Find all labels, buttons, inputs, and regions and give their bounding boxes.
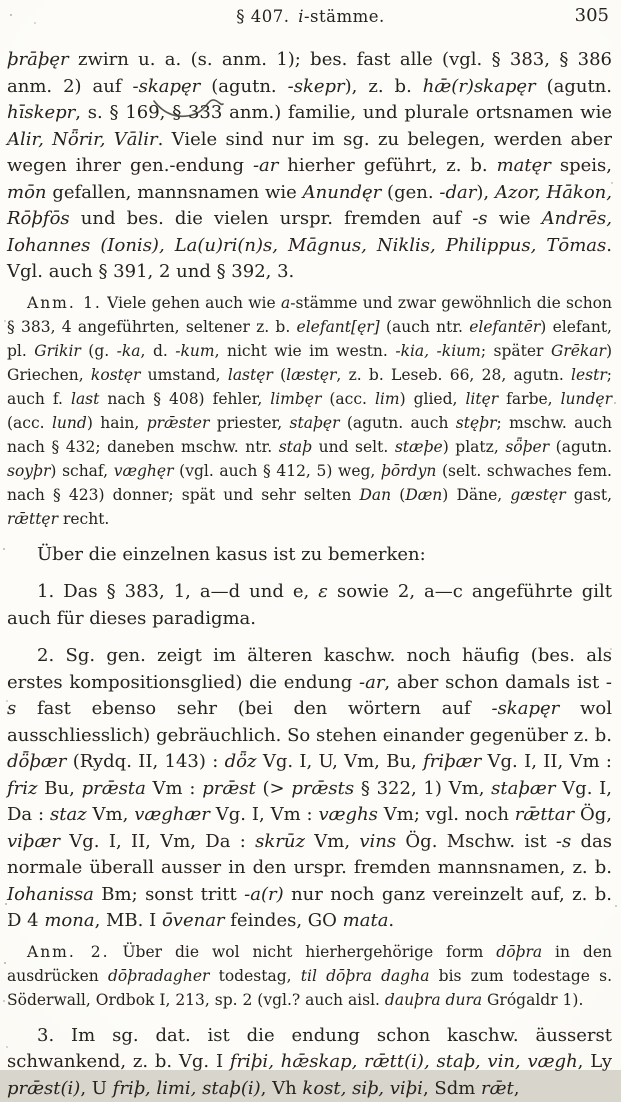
text-run: § 322, 1) Vm, [354, 778, 491, 799]
italic-term: dȫz [225, 751, 257, 772]
italic-term: lund [52, 414, 87, 432]
text-run: ), [476, 182, 495, 203]
text-run: ), z. b. [345, 76, 423, 97]
italic-term: staþær [491, 778, 555, 799]
text-run: farbe, [498, 390, 560, 408]
text-run: recht. [58, 510, 109, 528]
text-run: sowie 2, a—c angeführte gilt auch für dieses paradigma. [7, 581, 612, 629]
text-run: hierher geführt, z. b. [278, 155, 496, 176]
text-run: -stämme. [304, 7, 385, 26]
text-run: das normale überall ausser in den urspr. fremden mannsnamen, z. b. [7, 831, 612, 879]
italic-term: ōvenar [162, 910, 225, 931]
italic-term: hīskepr [7, 102, 75, 123]
text-run: bis zum todestage s. Söderwall, Ordbok I, 213, sp. 2 (vgl.? auch aisl. [7, 967, 612, 1009]
italic-term: staþ [279, 438, 312, 456]
text-run: Vg. I, U, Vm, Bu, [256, 751, 423, 772]
italic-term: kost, siþ, viþi [302, 1078, 423, 1099]
text-run: ; auch f. [7, 366, 612, 408]
text-run: (g. [81, 342, 117, 360]
text-run: ( [273, 366, 286, 384]
italic-term: hǣ(r)skapęr [423, 76, 536, 97]
italic-term: -skepr [288, 76, 345, 97]
text-run: ( [391, 486, 405, 504]
text-run: fast ebenso sehr (bei den wörtern auf [16, 698, 491, 719]
text-run: 1. Das § 383, 1, a—d und e, [37, 581, 318, 602]
text-run: Vg. I, Da : [7, 778, 612, 826]
text-run: wie [488, 208, 542, 229]
text-block [0, 37, 621, 1102]
italic-term: -s [472, 208, 487, 229]
italic-term: lundęr [561, 390, 612, 408]
text-run: , MB. I [95, 910, 162, 931]
italic-term: lastęr [228, 366, 273, 384]
text-run: , nicht wie im westn. [215, 342, 396, 360]
italic-term: dauþra dura [385, 991, 482, 1009]
text-run: ) platz, [443, 438, 506, 456]
italic-term: rǣttar [515, 804, 574, 825]
text-run: 3. Im sg. dat. ist die endung schon kaschw. äusserst schwankend, z. b. Vg. I [7, 1025, 612, 1073]
text-run: Bu, [38, 778, 82, 799]
italic-term: stęþr [456, 414, 497, 432]
italic-term: a [281, 294, 290, 312]
italic-term: sȫþer [505, 438, 549, 456]
italic-term: prǣsta [82, 778, 146, 799]
text-run: , Sdm [423, 1078, 481, 1099]
text-run: todestag, [209, 967, 300, 985]
italic-term: litęr [465, 390, 498, 408]
note-paragraph [7, 940, 612, 1012]
text-run: (auch ntr. [380, 318, 470, 336]
text-run: ) hain, [87, 414, 147, 432]
italic-term: soyþr [7, 462, 50, 480]
italic-term: kostęr [91, 366, 141, 384]
italic-term: þrāþęr [7, 49, 69, 70]
italic-term: mona [44, 910, 94, 931]
text-run: (selt. schwaches fem. nach § 423) donner; spät und sehr selten [7, 462, 612, 504]
text-run: speis, [551, 155, 612, 176]
text-run: (gen. [381, 182, 439, 203]
text-run: (Rydq. II, 143) : [66, 751, 224, 772]
italic-term: -ka [117, 342, 141, 360]
text-run: (> [256, 778, 292, 799]
text-run: nur noch ganz vereinzelt auf, z. b. D 4 [7, 884, 612, 932]
italic-term: þōrdyn [381, 462, 436, 480]
text-run: Über die wol nicht hierhergehörige form [110, 943, 497, 961]
italic-term: staþęr [290, 414, 340, 432]
text-run: (acc. [7, 414, 52, 432]
text-run: . Viele sind nur im sg. zu belegen, werden aber wegen ihrer gen.-endung [7, 129, 612, 177]
italic-term: Azor, Hākon, Rōþfōs [7, 182, 612, 230]
text-run: ) glied, [400, 390, 466, 408]
body-paragraph [7, 643, 612, 935]
italic-term: dōþradagher [108, 967, 209, 985]
spaced-run: Anm. 1. [27, 294, 102, 312]
text-run: und selt. [312, 438, 395, 456]
italic-term: Andrēs, Iohannes (Ionis), La(u)ri(n)s, Māgnus, Niklis, Philippus, Tōmas [7, 208, 612, 256]
italic-term: Anundęr [303, 182, 382, 203]
text-run: , [514, 1078, 520, 1099]
text-run: , s. § 169, § 333 anm.) familie, und plurale ortsnamen wie [75, 102, 612, 123]
text-run: zwirn u. a. (s. anm. 1); bes. fast alle (vgl. § 383, § 386 anm. 2) auf [7, 49, 612, 97]
text-run: 2. Sg. gen. zeigt im älteren kaschw. noch häufig (bes. als erstes kompositionsglied) die endung [7, 645, 612, 693]
italic-term: væghær [134, 804, 210, 825]
text-run: Ög, [574, 804, 612, 825]
text-run: gast, [566, 486, 612, 504]
italic-term: mata [343, 910, 389, 931]
italic-term: elefantēr [469, 318, 540, 336]
italic-term: -kum [175, 342, 214, 360]
text-run: (agutn. [549, 438, 612, 456]
italic-term: i [298, 7, 304, 26]
text-run: , U [80, 1078, 112, 1099]
body-paragraph [7, 542, 612, 569]
italic-term: limbęr [270, 390, 321, 408]
text-run: ) Griechen, [7, 342, 612, 384]
italic-term: prǣster [147, 414, 210, 432]
italic-term: rǣttęr [7, 510, 58, 528]
italic-term: -dar [439, 182, 476, 203]
italic-term: friþi, hǣskap, rǣtt(i), staþ, vin, vægh [230, 1051, 578, 1072]
text-run: Vg. I, II, Vm : [481, 751, 612, 772]
text-run: (acc. [321, 390, 375, 408]
text-run: feindes, GO [225, 910, 343, 931]
italic-term: prǣst(i) [7, 1078, 80, 1099]
text-run: ) schaf, [50, 462, 113, 480]
text-run: , z. b. Leseb. 66, 28, agutn. [336, 366, 571, 384]
italic-term: Dæn [405, 486, 442, 504]
italic-term: gæstęr [510, 486, 565, 504]
italic-term: -a(r) [244, 884, 283, 905]
italic-term: til dōþra dagha [301, 967, 430, 985]
italic-term: prǣst [202, 778, 256, 799]
italic-term: lestr [571, 366, 607, 384]
italic-term: -kia, -kium [395, 342, 481, 360]
italic-term: Grikir [34, 342, 81, 360]
italic-term: læstęr [286, 366, 336, 384]
text-run: umstand, [140, 366, 227, 384]
text-run: . Vgl. auch § 391, 2 und § 392, 3. [7, 235, 612, 283]
text-run: Ög. Mschw. ist [396, 831, 556, 852]
text-run: (agutn. auch [339, 414, 455, 432]
italic-term: mōn [7, 182, 47, 203]
italic-term: friz [7, 778, 38, 799]
italic-term: vins [359, 831, 396, 852]
italic-term: prǣsts [291, 778, 354, 799]
italic-term: dȫþær [7, 751, 66, 772]
italic-term: Alir, Nȫrir, Vālir [7, 129, 158, 150]
italic-term: stæþe [395, 438, 443, 456]
note-paragraph [7, 291, 612, 531]
body-paragraph [7, 1023, 612, 1102]
text-run: Vg. I, II, Vm, Da : [60, 831, 255, 852]
italic-term: -ar [253, 155, 278, 176]
text-run: , Vh [261, 1078, 303, 1099]
text-run: Über die einzelnen kasus ist zu bemerken: [37, 544, 426, 565]
italic-term: matęr [497, 155, 551, 176]
text-run: Viele gehen auch wie [102, 294, 281, 312]
text-run: , aber schon damals ist [384, 672, 605, 693]
text-run: Vg. I, Vm : [210, 804, 319, 825]
italic-term: friþær [423, 751, 481, 772]
italic-term: -s [7, 672, 612, 720]
text-run: , Ly [578, 1051, 612, 1072]
text-run: in den ausdrücken [7, 943, 612, 985]
text-run: Grógaldr 1). [482, 991, 583, 1009]
text-run: ; mschw. auch nach § 432; daneben mschw. ntr. [7, 414, 612, 456]
text-run: gefallen, mannsnamen wie [47, 182, 303, 203]
italic-term: -s [556, 831, 571, 852]
text-run: wol ausschliesslich) gebräuchlich. So stehen einander gegenüber z. b. [7, 698, 612, 746]
italic-term: staz [50, 804, 87, 825]
italic-term: lim [375, 390, 400, 408]
text-run: . [388, 910, 394, 931]
italic-term: skrūz [255, 831, 305, 852]
italic-term: Grēkar [551, 342, 606, 360]
text-run: Vm; vgl. noch [378, 804, 515, 825]
text-run: nach § 408) fehler, [99, 390, 270, 408]
italic-term: Dan [359, 486, 391, 504]
italic-term: væghęr [114, 462, 174, 480]
italic-term: væghs [318, 804, 377, 825]
italic-term: -ar [359, 672, 384, 693]
body-paragraph [7, 47, 612, 286]
text-run: (agutn. [536, 76, 612, 97]
text-run: (vgl. auch § 412, 5) weg, [174, 462, 381, 480]
text-run: ) Däne, [442, 486, 510, 504]
italic-term: viþær [7, 831, 60, 852]
text-run: und bes. die vielen urspr. fremden auf [70, 208, 473, 229]
italic-term: friþ, limi, staþ(i) [113, 1078, 261, 1099]
text-run: ) elefant, pl. [7, 318, 612, 360]
italic-term: dōþra [496, 943, 542, 961]
text-run: Vm, [305, 831, 359, 852]
italic-term: rǣt [481, 1078, 514, 1099]
body-paragraph [7, 579, 612, 632]
text-run: -stämme und zwar gewöhnlich die schon § 383, 4 angeführten, seltener z. b. [7, 294, 612, 336]
text-run: ; später [481, 342, 551, 360]
text-run: § 407. [236, 7, 298, 26]
italic-term: Iohanissa [7, 884, 94, 905]
italic-term: elefant[ęr] [297, 318, 380, 336]
text-run: priester, [209, 414, 289, 432]
italic-term: -skapęr [491, 698, 559, 719]
italic-term: -skapęr [133, 76, 201, 97]
italic-term: ε [318, 581, 328, 602]
page-header [0, 0, 621, 37]
italic-term: last [71, 390, 99, 408]
text-run: Vm, [87, 804, 135, 825]
text-run: , d. [141, 342, 176, 360]
section-heading [0, 7, 621, 26]
spaced-run: Anm. 2. [27, 943, 110, 961]
page-number: 305 [575, 5, 609, 26]
text-run: (agutn. [200, 76, 287, 97]
text-run: Bm; sonst tritt [94, 884, 244, 905]
text-run: Vm : [146, 778, 202, 799]
